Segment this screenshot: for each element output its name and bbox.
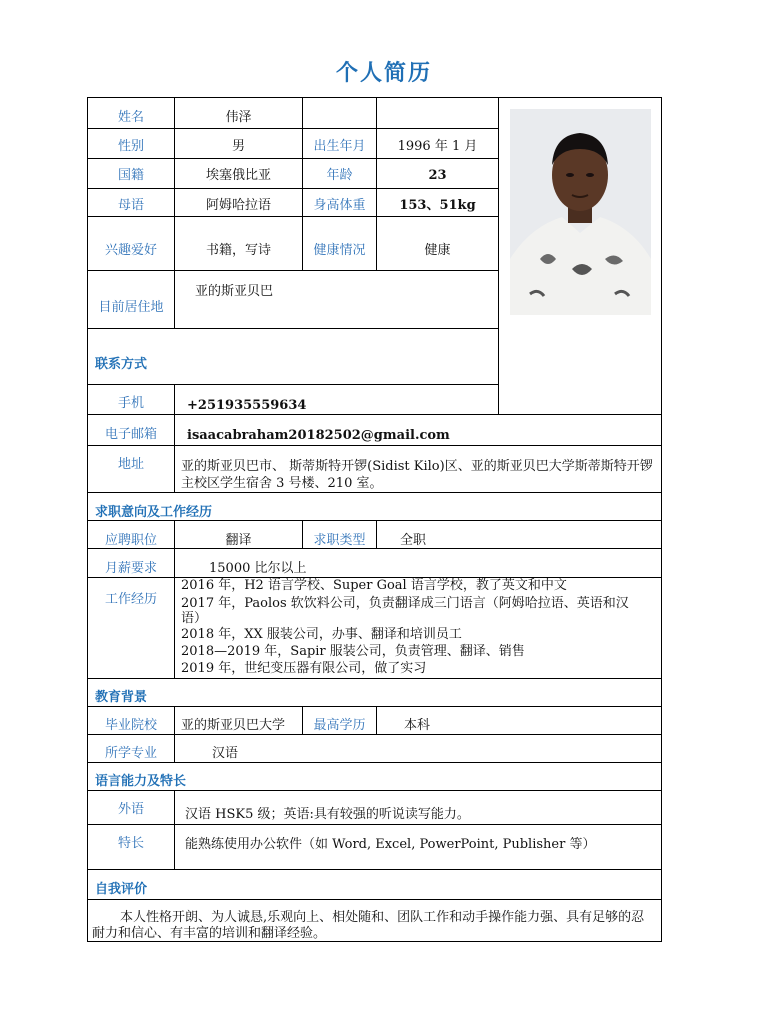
name-value: 伟泽 xyxy=(225,110,252,125)
experience-line: 2019 年，世纪变压器有限公司，做了实习 xyxy=(181,661,427,676)
nationality-value: 埃塞俄比亚 xyxy=(205,168,271,183)
email-label: 电子邮箱 xyxy=(104,427,157,442)
gender-value: 男 xyxy=(231,139,245,154)
residence-value: 亚的斯亚贝巴 xyxy=(195,284,274,299)
height-weight-value: 153、51kg xyxy=(399,198,476,213)
mother-tongue-label: 母语 xyxy=(117,198,144,213)
contact-section-heading: 联系方式 xyxy=(95,357,148,372)
profile-photo xyxy=(510,109,651,315)
health-label: 健康情况 xyxy=(313,243,366,258)
foreign-language-value: 汉语 HSK5 级；英语:具有较强的听说读写能力。 xyxy=(185,807,470,822)
school-label: 毕业院校 xyxy=(104,718,157,733)
skills-section-heading: 语言能力及特长 xyxy=(95,774,187,789)
hobbies-value: 书籍，写诗 xyxy=(205,243,271,258)
experience-line: 2018 年，XX 服装公司，办事、翻译和培训员工 xyxy=(181,627,462,642)
hobbies-label: 兴趣爱好 xyxy=(104,243,157,258)
job-type-value: 全职 xyxy=(400,533,427,548)
degree-value: 本科 xyxy=(404,718,431,733)
salary-value: 15000 比尔以上 xyxy=(209,561,307,576)
experience-line: 语） xyxy=(181,611,208,626)
name-label: 姓名 xyxy=(117,110,144,125)
self-evaluation-heading: 自我评价 xyxy=(95,882,148,897)
birth-label: 出生年月 xyxy=(313,139,366,154)
foreign-language-label: 外语 xyxy=(117,802,144,817)
gender-label: 性别 xyxy=(117,139,144,154)
address-label: 地址 xyxy=(117,457,144,472)
page-title: 个人简历 xyxy=(335,60,432,86)
height-weight-label: 身高体重 xyxy=(313,198,366,213)
nationality-label: 国籍 xyxy=(117,168,144,183)
experience-label: 工作经历 xyxy=(104,592,157,607)
major-label: 所学专业 xyxy=(104,746,157,761)
address-value: 亚的斯亚贝巴市、 斯蒂斯特开锣(Sidist Kilo)区、亚的斯亚贝巴大学斯蒂斯特开锣主校区学生宿舍 3 号楼、210 室。 xyxy=(181,459,653,491)
birth-value: 1996 年 1 月 xyxy=(397,139,478,154)
specialty-label: 特长 xyxy=(117,836,144,851)
age-value: 23 xyxy=(428,168,447,183)
education-section-heading: 教育背景 xyxy=(95,690,148,705)
phone-value: +251935559634 xyxy=(187,398,307,413)
job-section-heading: 求职意向及工作经历 xyxy=(95,505,213,520)
residence-label: 目前居住地 xyxy=(98,300,164,315)
salary-label: 月薪要求 xyxy=(104,561,157,576)
degree-label: 最高学历 xyxy=(313,718,366,733)
job-type-label: 求职类型 xyxy=(313,533,366,548)
self-evaluation-text: 本人性格开朗、为人诚恳,乐观向上、相处随和、团队工作和动手操作能力强、具有足够的忍耐力和信心、有丰富的培训和翻译经验。 xyxy=(92,910,645,941)
health-value: 健康 xyxy=(424,243,451,258)
major-value: 汉语 xyxy=(212,746,239,761)
position-value: 翻译 xyxy=(225,533,252,548)
experience-line: 2016 年，H2 语言学校、Super Goal 语言学校，教了英文和中文 xyxy=(181,578,567,593)
email-value: isaacabraham20182502@gmail.com xyxy=(187,428,450,443)
school-value: 亚的斯亚贝巴大学 xyxy=(181,718,286,733)
experience-line: 2018—2019 年，Sapir 服装公司，负责管理、翻译、销售 xyxy=(181,644,525,659)
specialty-value: 能熟练使用办公软件（如 Word, Excel, PowerPoint, Publisher 等） xyxy=(185,837,596,852)
mother-tongue-value: 阿姆哈拉语 xyxy=(205,198,271,213)
phone-label: 手机 xyxy=(117,396,144,411)
experience-line: 2017 年，Paolos 软饮料公司，负责翻译成三门语言（阿姆哈拉语、英语和汉 xyxy=(181,596,629,611)
position-label: 应聘职位 xyxy=(104,533,157,548)
age-label: 年龄 xyxy=(326,168,353,183)
